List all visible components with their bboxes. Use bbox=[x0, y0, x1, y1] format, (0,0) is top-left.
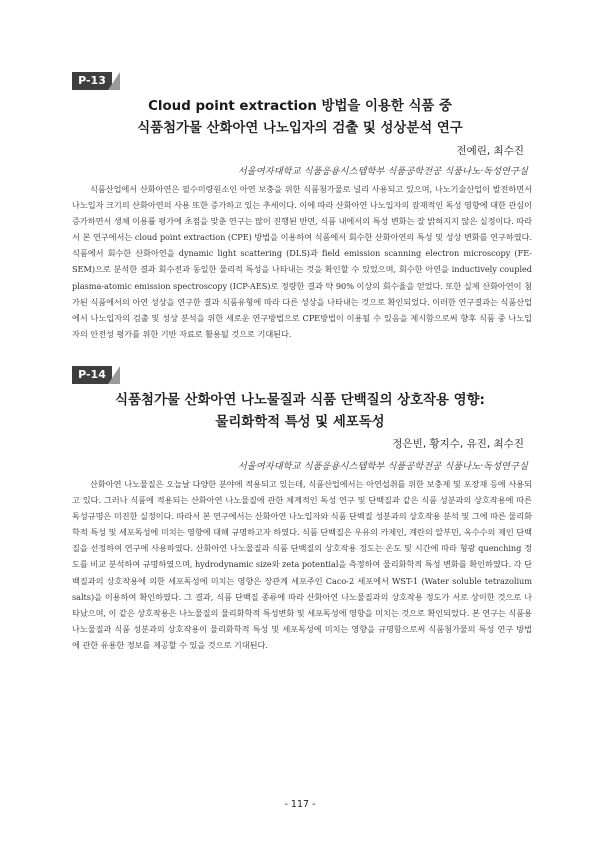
poster-authors: 정은빈, 황지수, 유진, 최수진 bbox=[392, 438, 524, 450]
poster-affiliation: 서울여자대학교 식품응용시스템학부 식품공학전공 식품나노·독성연구실 bbox=[237, 461, 528, 472]
poster-tag-p14 bbox=[72, 366, 120, 384]
poster-tag-label: P-13 bbox=[72, 72, 112, 90]
tag-slash-decoration bbox=[108, 72, 120, 90]
poster-title-line-1: Cloud point extraction 방법을 이용한 식품 중 bbox=[148, 99, 452, 114]
poster-abstract: 산화아연 나노물질은 오늘날 다양한 분야에 적용되고 있는데, 식품산업에서는 아연섭취를 위한 보충제 및 포장재 등에 사용되고 있다. 그러나 식품에 적용되는 산화아연 나노물질에 관한 체계적인 독성 연구 및 단백질과 같은 식품 성분과의 상호작용에 따른 독성규명은 미진한 실정이다. 따라서 본 연구에서는 산화아연 나노입자와 식품 단백질 성분과의 상호작용 분석 및 그에 따른 물리화학적 특성 및 세포독성에 미치는 영향에 대해 규명하고자 하였다. 식품 단백질은 우유의 카제인, 계란의 알부민, 옥수수의 제인 단백질을 선정하여 연구에 사용하였다. 산화아연 나노물질과 식품 단백질의 상호작용 정도는 온도 및 시간에 따라 형광 quenching 정도를 비교 분석하여 규명하였으며, hydrodynamic size와 zeta potential을 측정하여 물리화학적 특성 변화를 확인하였다. 각 단백질과의 상호작용에 의한 세포독성에 미치는 영향은 장관계 세포주인 Caco-2 세포에서 WST-1 (Water soluble tetrazolium salts)을 이용하여 확인하였다. 그 결과, 식품 단백질 종류에 따라 산화아연 나노물질과의 상호작용 정도가 서로 상이한 것으로 나타났으며, 이 같은 상호작용은 나노물질의 물리화학적 특성변화 및 세포독성에 영향을 미치는 것으로 확인되었다. 본 연구는 식품용 나노물질과 식품 성분과의 상호작용이 물리화학적 특성 및 세포독성에 미치는 영향을 규명함으로써 식품첨가물의 특성 연구 방법에 관한 유용한 정보를 제공할 수 있을 것으로 기대된다. bbox=[72, 479, 532, 650]
poster-title bbox=[60, 96, 540, 140]
poster-title-line-2: 물리화학적 특성 및 세포독성 bbox=[215, 415, 385, 430]
poster-abstract: 식품산업에서 산화아연은 필수미량원소인 아연 보충을 위한 식품첨가물로 널리 사용되고 있으며, 나노기술산업이 발전하면서 나노입자 크기의 산화아연의 사용 또한 증가하고 있는 추세이다. 이에 따라 산화아연 나노입자의 잠재적인 독성 영향에 대한 관심이 증가하면서 생체 이용률 평가에 초점을 맞춘 연구는 많이 진행된 반면, 식품 내에서의 특성 변화는 잘 밝혀지지 않은 실정이다. 따라서 본 연구에서는 cloud point extraction (CPE) 방법을 이용하여 식품에서 회수한 산화아연의 특성 및 성상 변화를 연구하였다. 식품에서 회수한 산화아연을 dynamic light scattering (DLS)과 field emission scanning electron microscopy (FE-SEM)으로 분석한 결과 회수전과 동일한 물리적 특성을 나타내는 것을 확인할 수 있었으며, 회수한 아연을 inductively coupled plasma-atomic emission spectroscopy (ICP-AES)로 정량한 결과 약 90% 이상의 회수율을 얻었다. 또한 실제 산화아연이 첨가된 식품에서의 아연 성상을 연구한 결과 식품유형에 따라 다른 성상을 나타내는 것으로 확인되었다. 이러한 연구결과는 식품산업에서 나노입자의 검출 및 성상 분석을 위한 새로운 연구방법으로 CPE방법이 이용될 수 있음을 제시함으로써 향후 식품 중 나노입자의 안전성 평가를 위한 기반 자료로 활용될 것으로 기대된다. bbox=[72, 184, 532, 339]
poster-tag-label: P-14 bbox=[72, 366, 112, 384]
poster-title-line-1: 식품첨가물 산화아연 나노물질과 식품 단백질의 상호작용 영향: bbox=[115, 393, 485, 408]
tag-slash-decoration bbox=[108, 366, 120, 384]
page-number: - 117 - bbox=[284, 799, 316, 810]
poster-tag-p13 bbox=[72, 72, 120, 90]
poster-title bbox=[60, 390, 540, 434]
poster-authors: 전예린, 최수진 bbox=[456, 145, 524, 157]
poster-title-line-2: 식품첨가물 산화아연 나노입자의 검출 및 성상분석 연구 bbox=[137, 121, 463, 136]
poster-affiliation: 서울여자대학교 식품응용시스템학부 식품공학전공 식품나노·독성연구실 bbox=[237, 166, 528, 177]
